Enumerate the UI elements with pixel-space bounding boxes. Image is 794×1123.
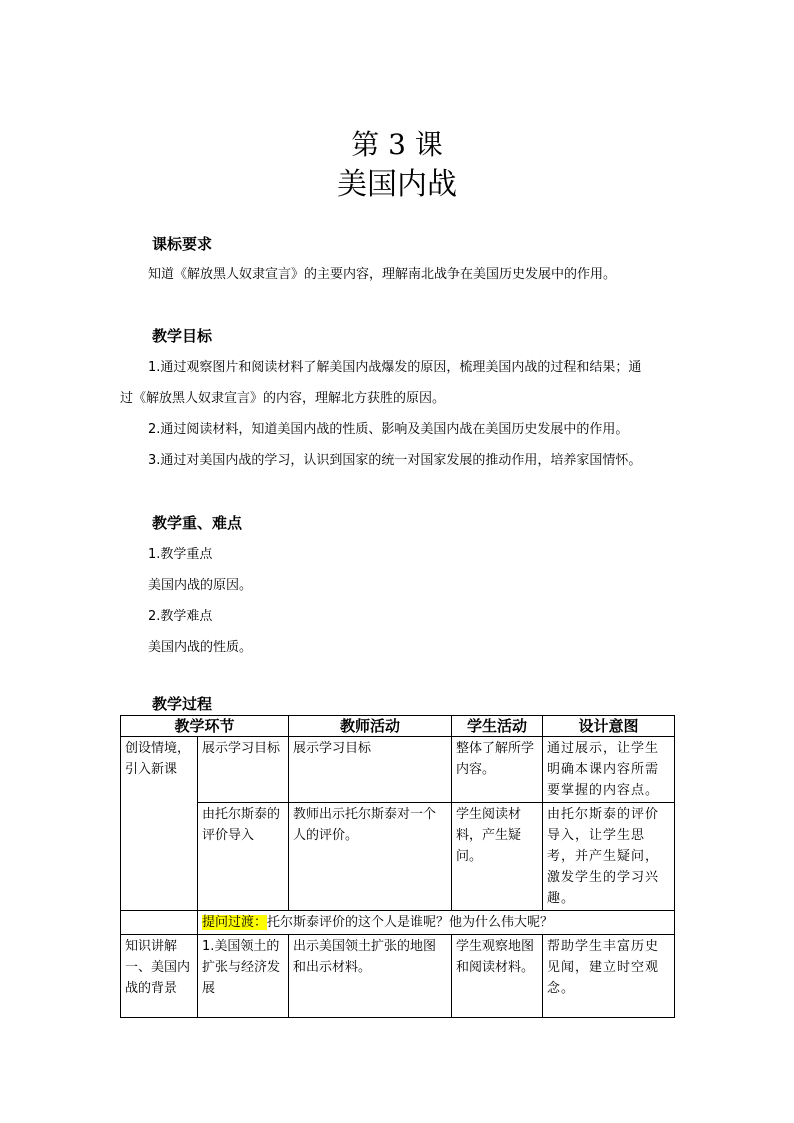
goals-heading: 教学目标 — [152, 327, 213, 345]
column-header: 教师活动 — [289, 716, 452, 737]
lesson-number: 第 3 课 — [351, 128, 443, 161]
column-header: 教学环节 — [121, 716, 289, 737]
column-header: 设计意图 — [543, 716, 675, 737]
teacher-cell: 出示美国领土扩张的地图和出示材料。 — [289, 935, 452, 1018]
key-points-heading: 教学重、难点 — [152, 514, 243, 532]
lesson-title: 美国内战 — [337, 167, 457, 202]
student-cell: 学生阅读材料，产生疑问。 — [452, 803, 543, 911]
table-row — [121, 737, 675, 803]
transition-text: 托尔斯泰评价的这个人是谁呢？他为什么伟大呢？ — [267, 915, 554, 930]
table-header-row — [121, 716, 675, 737]
goal-item-2: 2.通过阅读材料，知道美国内战的性质、影响及美国内战在美国历史发展中的作用。 — [148, 422, 629, 437]
table-row — [121, 935, 675, 1018]
transition-label: 提问过渡： — [202, 915, 268, 930]
step-cell: 展示学习目标 — [198, 737, 289, 803]
goal-item-1-line-2: 过《解放黑人奴隶宣言》的内容，理解北方获胜的原因。 — [120, 391, 446, 406]
process-heading: 教学过程 — [152, 695, 213, 713]
intent-cell: 由托尔斯泰的评价导入，让学生思考，并产生疑问，激发学生的学习兴趣。 — [543, 803, 675, 911]
key-point-text: 美国内战的原因。 — [148, 578, 253, 593]
intent-cell: 帮助学生丰富历史见闻，建立时空观念。 — [543, 935, 675, 1018]
standard-text: 知道《解放黑人奴隶宣言》的主要内容，理解南北战争在美国历史发展中的作用。 — [148, 267, 617, 282]
stage-cell: 创设情境，引入新课 — [121, 737, 198, 911]
difficulty-text: 美国内战的性质。 — [148, 640, 253, 655]
transition-row — [121, 911, 675, 935]
step-cell: 1.美国领土的扩张与经济发展 — [198, 935, 289, 1018]
standard-heading: 课标要求 — [152, 235, 213, 253]
intent-cell: 通过展示，让学生明确本课内容所需要掌握的内容点。 — [543, 737, 675, 803]
step-cell: 由托尔斯泰的评价导入 — [198, 803, 289, 911]
goal-item-3: 3.通过对美国内战的学习，认识到国家的统一对国家发展的推动作用，培养家国情怀。 — [148, 453, 642, 468]
goal-item-1-line-1: 1.通过观察图片和阅读材料了解美国内战爆发的原因，梳理美国内战的过程和结果；通 — [148, 360, 642, 375]
transition-cell — [198, 911, 675, 935]
student-cell: 整体了解所学内容。 — [452, 737, 543, 803]
difficulty-label: 2.教学难点 — [148, 609, 213, 624]
column-header: 学生活动 — [452, 716, 543, 737]
teaching-process-table — [120, 715, 675, 1018]
key-point-label: 1.教学重点 — [148, 547, 213, 562]
stage-cell: 知识讲解一、美国内战的背景 — [121, 935, 198, 1018]
student-cell: 学生观察地图和阅读材料。 — [452, 935, 543, 1018]
teacher-cell: 教师出示托尔斯泰对一个人的评价。 — [289, 803, 452, 911]
teacher-cell: 展示学习目标 — [289, 737, 452, 803]
empty-cell — [121, 911, 198, 935]
table-row — [121, 803, 675, 911]
